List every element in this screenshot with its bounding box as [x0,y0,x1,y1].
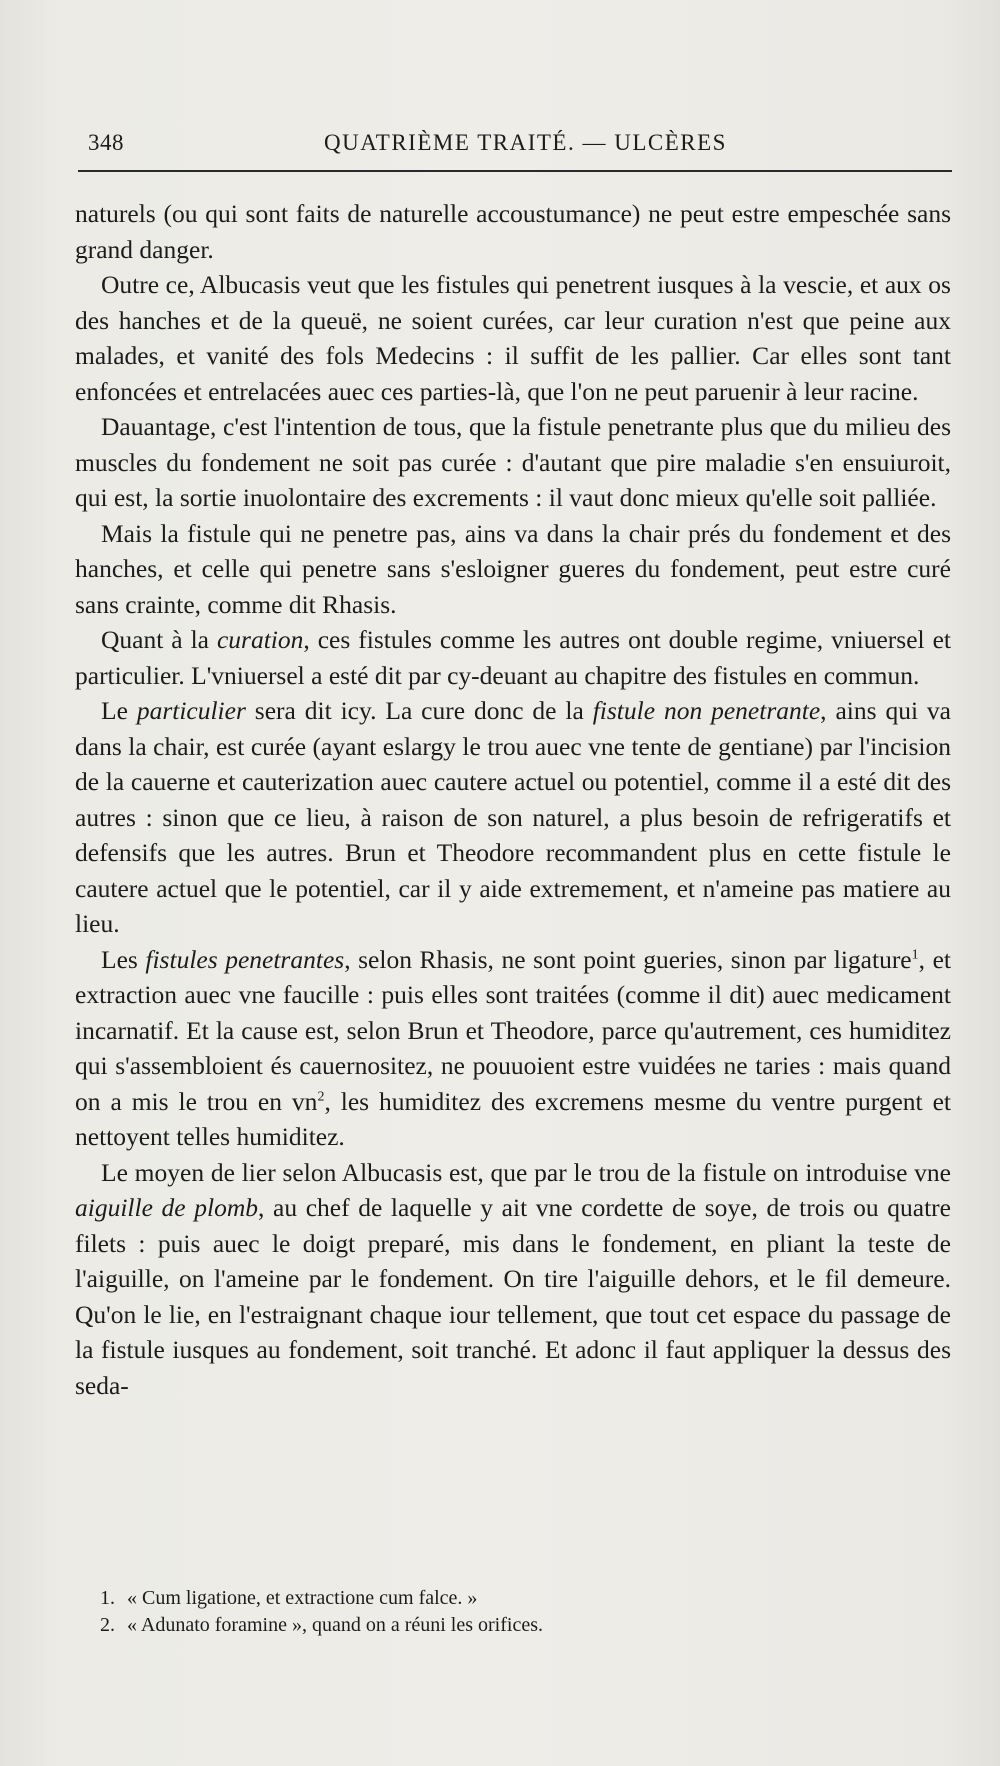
footnote [100,1612,950,1639]
text-run: , les humiditez des excremens mesme du ventre purgent et nettoyent telles humiditez. [75,1086,951,1151]
page-number: 348 [88,130,124,155]
paragraph [75,1155,951,1404]
paragraph [75,196,951,267]
text-run: , ains qui va dans la chair, est curée (ayant eslargy le trou auec vne tente de gentiane) par l'incision de la cauerne et cauterization auec cautere actuel ou potentiel, comme il a esté dit des autres : sinon que ce lieu, à raison de son naturel, a plus besoin de refrigeratifs et defensifs que les autres. Brun et Theodore recommandent plus en cette fistule le cautere actuel que le potentiel, car il y aide extremement, et n'ameine pas matiere au lieu. [75,696,951,938]
body-text [75,196,951,1403]
footnote-number: 1. [100,1587,115,1609]
text-run: Le moyen de lier selon Albucasis est, que par le trou de la fistule on introduise vne [101,1157,951,1187]
footnote-number: 2. [100,1614,115,1636]
footnote-text: « Adunato foramine », quand on a réuni les orifices. [122,1614,543,1636]
text-run: Mais la fistule qui ne penetre pas, ains va dans la chair prés du fondement et des hanches, et celle qui penetre sans s'esloigner gueres du fondement, peut estre curé sans crainte, comme dit Rhasis. [75,518,951,619]
footnote-text: « Cum ligatione, et extractione cum falce. » [122,1587,478,1609]
italic-text: aiguille de plomb [75,1193,258,1222]
text-run: Quant à la [101,625,217,654]
paragraph [75,516,951,623]
text-run: , selon Rhasis, ne sont point gueries, sinon par ligature [344,944,912,974]
italic-text: fistules penetrantes [145,944,345,974]
italic-text: curation [216,625,304,654]
text-run: Outre ce, Albucasis veut que les fistules qui penetrent iusques à la vescie, et aux os des hanches et de la queuë, ne soient curées, car leur curation n'est que peine aux malades, et vanité des fols Medecins : il suffit de les pallier. Car elles sont tant enfoncées et entrelacées auec ces parties-là, que l'on ne peut paruenir à leur racine. [75,270,951,406]
italic-text: particulier [136,696,246,725]
paragraph [75,622,951,693]
footnotes [100,1585,950,1639]
text-run: Les [101,944,146,974]
text-run: , au chef de laquelle y ait vne cordette de soye, de trois ou quatre filets : puis auec le doigt preparé, mis dans le fondement, en pliant la teste de l'aiguille, on l'ameine par le fondement. On tire l'aiguille dehors, et le fil demeure. Qu'on le lie, en l'estraignant chaque iour tellement, que tout cet espace du passage de la fistule iusques au fondement, soit tranché. Et adonc il faut appliquer la dessus des seda- [75,1193,951,1400]
header-rule [78,170,952,172]
text-run: , ces fistules comme les autres ont double regime, vniuersel et particulier. L'vniuersel a esté dit par cy-deuant au chapitre des fistules en commun. [75,625,951,690]
footnote [100,1585,950,1612]
paragraph [75,942,951,1155]
italic-text: fistule non penetrante [592,696,821,725]
paragraph [75,409,951,516]
footnote-ref: 2 [317,1089,325,1104]
text-run: sera dit icy. La cure donc de la [245,696,593,725]
running-title: QUATRIÈME TRAITÉ. — ULCÈRES [324,130,727,155]
page-header [88,126,952,166]
text-run: Dauantage, c'est l'intention de tous, que la fistule penetrante plus que du milieu des muscles du fondement ne soit pas curée : d'autant que pire maladie s'en ensuiuroit, qui est, la sortie inuolontaire des excrements : il vaut donc mieux qu'elle soit palliée. [75,412,951,512]
text-run: , et extraction auec vne faucille : puis elles sont traitées (comme il dit) auec medicament incarnatif. Et la cause est, selon Brun et Theodore, parce qu'autrement, ces humiditez qui s'assembloient és cauernositez, ne pouuoient estre vuidées ne taries : mais quand on a mis le trou en vn [75,944,951,1116]
footnote-ref: 1 [911,947,919,962]
text-run: Le [101,696,137,725]
text-run: naturels (ou qui sont faits de naturelle accoustumance) ne peut estre empeschée sans grand danger. [75,199,951,264]
paragraph [75,693,951,942]
paragraph [75,267,951,409]
